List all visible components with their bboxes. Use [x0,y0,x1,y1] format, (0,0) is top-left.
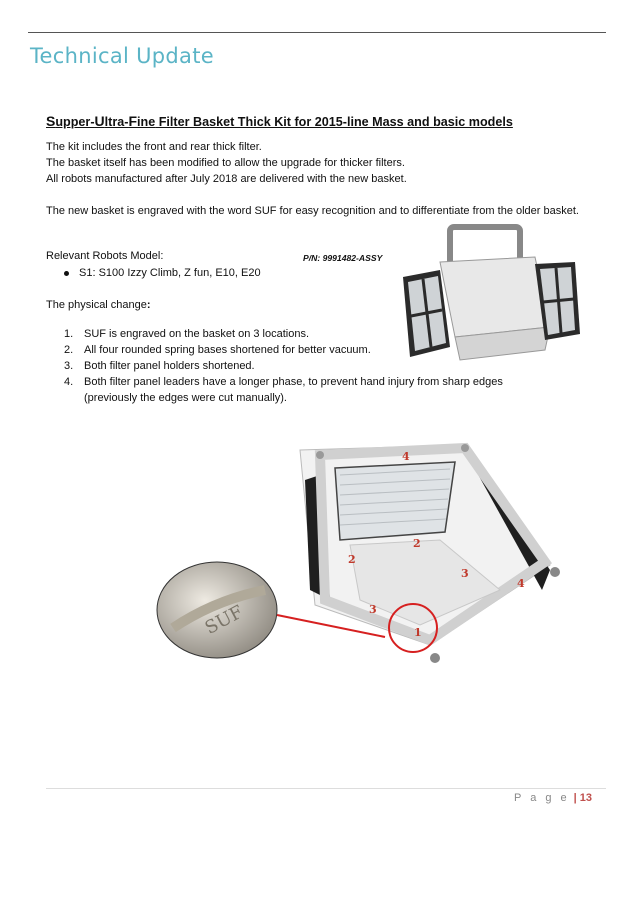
list-number: 2. [64,344,74,356]
page-number-footer [514,792,592,804]
intro-line: The basket itself has been modified to allow the upgrade for thicker filters. [46,157,405,169]
physical-change-text: The physical change [46,299,147,311]
callout-3: 3 [369,603,377,616]
zoom-circle [157,562,277,658]
physical-change-label [46,299,151,311]
part-number: P/N: 9991482-ASSY [303,253,383,263]
page-title: Technical Update [30,44,214,68]
pointer-line [277,615,385,637]
list-text: Both filter panel holders shortened. [84,360,255,372]
page-label: P a g e [514,792,570,804]
heading-initial-s: S [46,113,56,129]
document-heading [46,113,513,129]
physical-change-colon: : [146,299,151,311]
relevant-model-text: S1: S100 Izzy Climb, Z fun, E10, E20 [79,267,261,279]
suf-engraving: SUF [201,601,247,639]
heading-ine: ine [137,115,156,129]
callout-4: 4 [517,577,525,590]
list-text: SUF is engraved on the basket on 3 locations. [84,328,310,340]
list-text: All four rounded spring bases shortened for better vacuum. [84,344,371,356]
footer-rule [46,788,606,789]
heading-rest: Filter Basket Thick Kit for 2015-line Mass and basic models [155,115,513,129]
header-rule [28,32,606,33]
intro-line: The kit includes the front and rear thick filter. [46,141,262,153]
callout-2: 2 [413,537,421,550]
list-item [46,374,554,406]
callout-4: 4 [402,450,410,463]
page-number: 13 [579,792,592,804]
relevant-models-label: Relevant Robots Model: [46,250,164,262]
filter-kit-photo [395,222,595,372]
callout-2: 2 [348,553,356,566]
heading-upper: upper- [55,115,95,129]
engraving-note: The new basket is engraved with the word SUF for easy recognition and to differentiate from the older basket. [46,205,579,217]
intro-line: All robots manufactured after July 2018 are delivered with the new basket. [46,173,407,185]
engraving-inset [155,560,435,670]
list-number: 4. [64,376,74,388]
heading-initial-f: F [128,113,138,129]
intro-paragraph [46,139,606,187]
bullet-icon [64,271,69,276]
callout-1: 1 [414,626,422,639]
list-number: 3. [64,360,74,372]
heading-initial-u: U [94,113,105,129]
basket-body [440,257,550,337]
list-number: 1. [64,328,74,340]
filter-mesh [335,462,455,540]
list-text: Both filter panel leaders have a longer phase, to prevent hand injury from sharp edges (previously the edges were cut manually). [84,376,503,404]
callout-3: 3 [461,567,469,580]
relevant-model-item [64,267,261,279]
heading-ultra: ltra- [104,115,129,129]
page-separator: | [573,792,577,804]
